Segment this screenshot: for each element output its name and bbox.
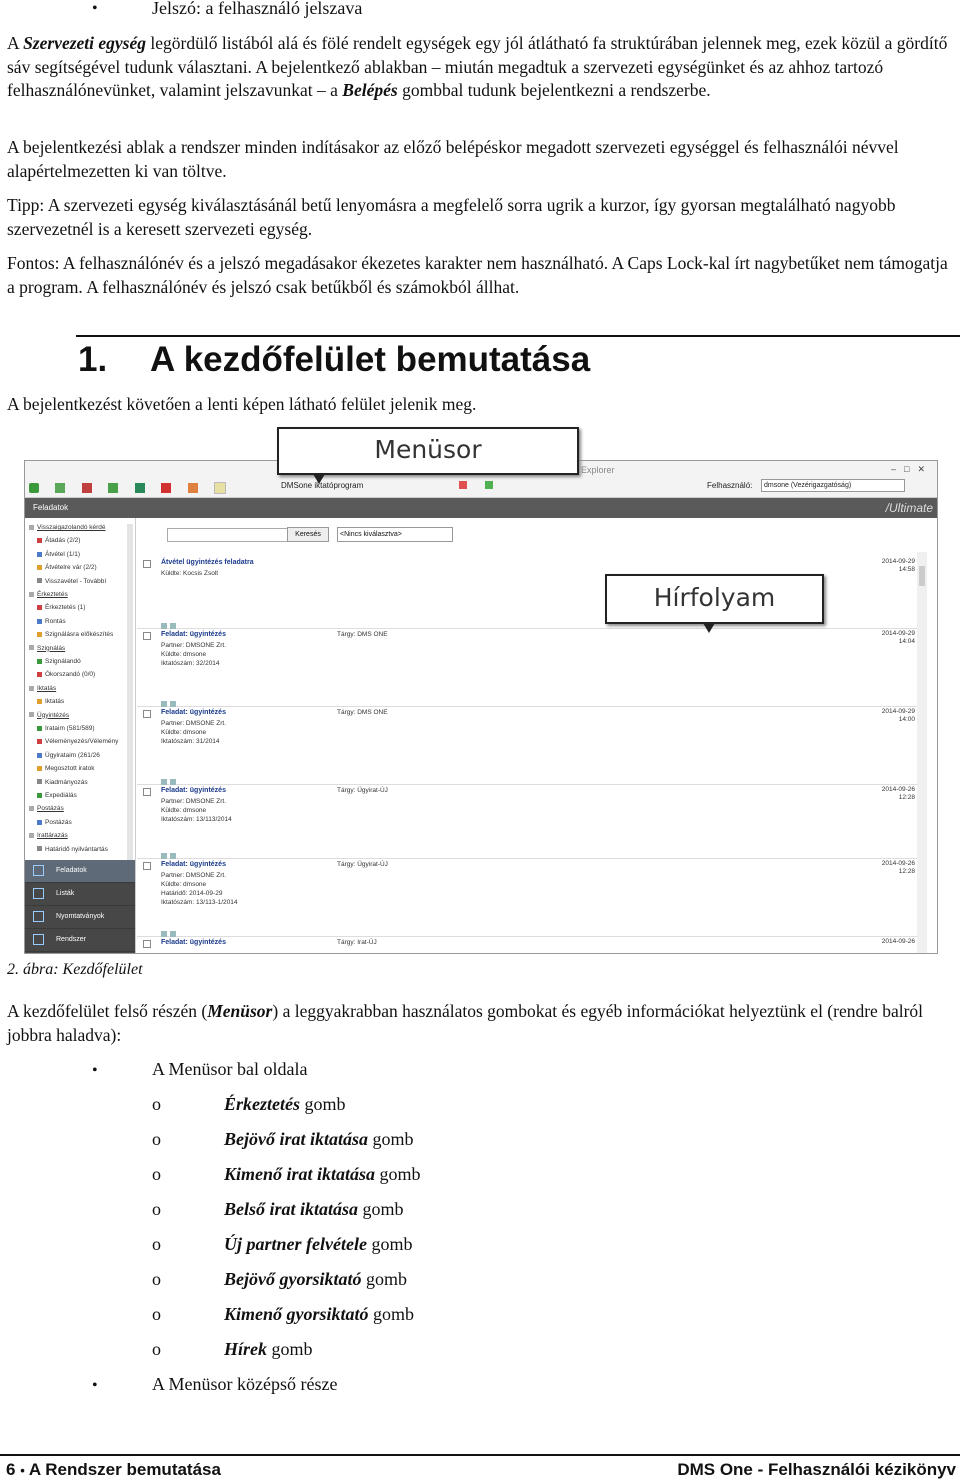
sidebar-item: Érkeztetés (1) [37, 604, 85, 612]
sub-list-marker: o [152, 1199, 161, 1219]
feed-detail: Iktatószám: 32/2014 [161, 660, 220, 667]
sidebar-item: Ügyirataim (261/26 [37, 752, 100, 760]
sub-list-item: Bejövő irat iktatása gomb [224, 1129, 414, 1149]
sub-list-item: Hírek gomb [224, 1339, 313, 1359]
feed-detail: Küldte: Kocsis Zsolt [161, 570, 219, 577]
sidebar-item: Átadás (2/2) [37, 537, 80, 545]
sidebar-button-lists: Listák [25, 883, 135, 906]
feed-scrollbar [917, 552, 927, 953]
printer-icon [459, 481, 467, 489]
sidebar-item: Átvétel (1/1) [37, 551, 80, 559]
sub-list-item: Belső irat iktatása gomb [224, 1199, 404, 1219]
feed-detail: Partner: DMSONE Zrt. [161, 642, 227, 649]
feed-detail: Partner: DMSONE Zrt. [161, 872, 227, 879]
explorer-label: Explorer [581, 465, 615, 475]
feed-date: 2014-09-26 [881, 938, 915, 945]
top-bullet-text: Jelszó: a felhasználó jelszava [152, 0, 363, 18]
sidebar-item: Véleményezés/Vélemény [37, 738, 118, 746]
section-heading: 1. A kezdőfelület bemutatása [78, 340, 591, 379]
home-screen-screenshot [24, 460, 938, 954]
ribbon-bar [25, 498, 937, 518]
sidebar-item: Expediálás [37, 792, 77, 800]
menu-callout: Menüsor [277, 427, 579, 475]
search-input [167, 528, 289, 542]
tip-paragraph: Tipp: A szervezeti egység kiválasztásánál betű lenyomásra a megfelelő sorra ugrik a kurzor, így gyorsan megtalálható nagyobb szervezetnél is a keresett szervezeti egység. [7, 195, 896, 239]
feed-checkbox [143, 710, 151, 718]
sidebar-button-forms: Nyomtatványok [25, 906, 135, 929]
sidebar-item: Megosztott iratok [37, 765, 95, 773]
footer-rule [0, 1454, 960, 1456]
feed-action-icons [161, 772, 191, 778]
sidebar-group: Irattárazás [29, 832, 68, 840]
feed-time: 14:58 [898, 566, 915, 573]
sub-list-marker: o [152, 1094, 161, 1114]
feed-title: Feladat: ügyintézés [161, 709, 226, 716]
sidebar-item: Visszavétel - Továbbí [37, 578, 106, 586]
sub-list-item: Új partner felvétele gomb [224, 1234, 413, 1254]
feed-callout: Hírfolyam [605, 574, 824, 624]
sidebar-item: Ókorszandó (0/0) [37, 671, 95, 679]
feed-item [137, 936, 917, 954]
list-bullet-1: A Menüsor bal oldala [152, 1059, 308, 1079]
feed-detail: Küldte: dmsone [161, 881, 207, 888]
sub-list-marker: o [152, 1339, 161, 1359]
fast-incoming-icon [161, 483, 171, 493]
bullet-glyph: • [92, 1062, 98, 1079]
paragraph-2: A bejelentkezési ablak a rendszer minden indításakor az előző belépéskor megadott szervezeti egységgel és felhasználói névvel alapértelmezetten ki van töltve. [7, 137, 899, 181]
feed-subject: Tárgy: Ügyirat-ÚJ [337, 861, 388, 868]
app-title: DMSone iktatóprogram [281, 481, 364, 490]
sidebar [25, 518, 136, 953]
feed-subject: Tárgy: Ügyirat-ÚJ [337, 787, 388, 794]
feed-detail: Küldte: dmsone [161, 729, 207, 736]
paragraph-1: A Szervezeti egység legördülő listából alá és fölé rendelt egységek egy jól átlátható fa struktúrában jelennek meg, ezek közül a gördítő sáv segítségével tudunk választani. A bejelentkező ablakban – miután megadtuk a szervezeti egységünket és az ahhoz tartozó felhasználónevünket, valamint jelszavunkat – a Belépés gombbal tudunk bejelentkezni a rendszerbe. [7, 33, 948, 100]
sidebar-item: Kiadmányozás [37, 779, 88, 787]
sidebar-item: Iktatás [37, 698, 64, 706]
bullet-glyph: • [92, 1377, 98, 1394]
sub-list-item: Bejövő gyorsiktató gomb [224, 1269, 408, 1289]
feed-item [137, 628, 917, 707]
user-select: dmsone (Vezérigazgatóság) [761, 479, 905, 492]
sub-list-item: Kimenő irat iktatása gomb [224, 1164, 421, 1184]
figure-caption: 2. ábra: Kezdőfelület [7, 961, 143, 978]
footer-left: 6 • A Rendszer bemutatása [6, 1460, 221, 1479]
feed-time: 12:28 [898, 868, 915, 875]
sidebar-button-system: Rendszer [25, 929, 135, 952]
feed-title: Feladat: ügyintézés [161, 861, 226, 868]
feed-item [137, 706, 917, 785]
sidebar-group: Ügyintézés [29, 712, 69, 720]
feed-title: Feladat: ügyintézés [161, 787, 226, 794]
feed-checkbox [143, 560, 151, 568]
sidebar-button-panel [25, 860, 135, 953]
sidebar-item: Határidő nyilvántartás [37, 846, 108, 854]
feed-date: 2014-09-29 [881, 558, 915, 565]
feed-detail: Határidő: 2014-09-29 [161, 890, 223, 897]
registration-icon [29, 483, 39, 493]
feed-detail: Iktatószám: 13/113/2014 [161, 816, 232, 823]
filter-select: <Nincs kiválasztva> [337, 527, 453, 542]
bullet-glyph: • [92, 0, 98, 17]
sidebar-item: Átvételre vár (2/2) [37, 564, 97, 572]
intro-paragraph: A bejelentkezést követően a lenti képen látható felület jelenik meg. [7, 394, 477, 414]
feed-checkbox [143, 862, 151, 870]
feed-detail: Küldte: dmsone [161, 807, 207, 814]
heading-rule [76, 335, 960, 337]
feed-time: 14:04 [898, 638, 915, 645]
refresh-icon [485, 481, 493, 489]
feed-detail: Partner: DMSONE Zrt. [161, 798, 227, 805]
user-label: Felhasználó: [707, 481, 753, 490]
ribbon-title: Feladatok [33, 503, 69, 512]
important-paragraph: Fontos: A felhasználónév és a jelszó megadásakor ékezetes karakter nem használható. A Caps Lock-kal írt nagybetűket nem támogatja a program. A felhasználónév és jelszó csak betűkből és számokból állhat. [7, 253, 948, 297]
feed-title: Átvétel ügyintézés feladatra [161, 559, 254, 566]
feed-detail: Partner: DMSONE Zrt. [161, 720, 227, 727]
feed-subject: Tárgy: Irat-ÚJ [337, 939, 377, 946]
window-controls: –□✕ [891, 464, 933, 474]
feed-date: 2014-09-29 [881, 630, 915, 637]
outgoing-doc-icon [82, 483, 92, 493]
feed-action-icons [161, 694, 191, 700]
sidebar-group: Visszaigazolandó kérdé [29, 524, 106, 532]
sidebar-item: Postázás [37, 819, 72, 827]
sub-list-marker: o [152, 1129, 161, 1149]
search-button: Keresés [287, 527, 329, 542]
feed-subject: Tárgy: DMS ONE [337, 709, 388, 716]
feed-detail: Iktatószám: 31/2014 [161, 738, 220, 745]
feed-action-icons [161, 616, 191, 622]
sidebar-group: Iktatás [29, 685, 56, 693]
new-partner-icon [135, 483, 145, 493]
toolbar-icons [29, 479, 238, 493]
brand-logo: /Ultimate [885, 501, 933, 515]
sub-list-marker: o [152, 1234, 161, 1254]
feed-date: 2014-09-29 [881, 708, 915, 715]
sub-list-item: Kimenő gyorsiktató gomb [224, 1304, 415, 1324]
sub-list-marker: o [152, 1269, 161, 1289]
feed-title: Feladat: ügyintézés [161, 939, 226, 946]
sidebar-button-tasks: Feladatok [25, 860, 135, 883]
footer-right: DMS One - Felhasználói kézikönyv [677, 1460, 956, 1479]
feed-checkbox [143, 632, 151, 640]
fast-outgoing-icon [188, 483, 198, 493]
sidebar-item: Irataim (581/589) [37, 725, 95, 733]
list-bullet-2: A Menüsor középső része [152, 1374, 338, 1394]
feed-time: 14:00 [898, 716, 915, 723]
sub-list-item: Érkeztetés gomb [224, 1094, 346, 1114]
sidebar-group: Postázás [29, 805, 64, 813]
feed-title: Feladat: ügyintézés [161, 631, 226, 638]
feed-checkbox [143, 940, 151, 948]
paragraph-5: A kezdőfelület felső részén (Menüsor) a leggyakrabban használatos gombokat és egyéb információkat helyeztünk el (rendre balról jobbra haladva): [7, 1001, 924, 1045]
feed-item [137, 858, 917, 937]
feed-action-icons [161, 924, 191, 930]
feed-detail: Küldte: dmsone [161, 651, 207, 658]
sidebar-group: Érkeztetés [29, 591, 68, 599]
sub-list-marker: o [152, 1164, 161, 1184]
incoming-doc-icon [55, 483, 65, 493]
sidebar-item: Szignálandó [37, 658, 81, 666]
feed-checkbox [143, 788, 151, 796]
internal-doc-icon [108, 483, 118, 493]
feed-detail: Iktatószám: 13/113-1/2014 [161, 899, 238, 906]
news-icon [214, 482, 226, 494]
sidebar-item: Szignálásra előkészítés [37, 631, 113, 639]
feed-subject: Tárgy: DMS ONE [337, 631, 388, 638]
feed-item [137, 784, 917, 859]
sidebar-group: Szignálás [29, 645, 65, 653]
sidebar-item: Rontás [37, 618, 66, 626]
feed-date: 2014-09-26 [881, 860, 915, 867]
sub-list-marker: o [152, 1304, 161, 1324]
feed-action-icons [161, 846, 191, 852]
feed-date: 2014-09-26 [881, 786, 915, 793]
sidebar-scrollbar [127, 524, 133, 860]
feed-time: 12:28 [898, 794, 915, 801]
